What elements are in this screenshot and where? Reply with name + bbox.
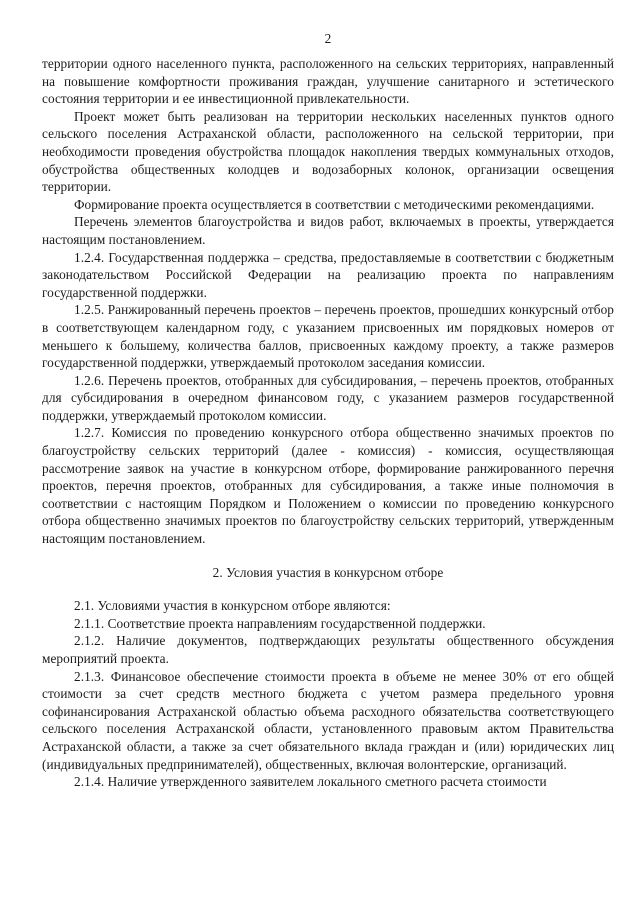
paragraph: 1.2.7. Комиссия по проведению конкурсного отбора общественно значимых проектов по благоустройству сельских территорий (далее - комиссия) - комиссия, осуществляющая рассмотрение заявок на участие в конкурсном отборе, формирование ранжированного перечня проектов, перечня проектов, отобранных для субсидирования, а также иные полномочия в соответствии с настоящим Порядком и Положением о комиссии по проведению конкурсного отбора общественно значимых проектов по благоустройству сельских территорий, утвержденным настоящим постановлением. bbox=[42, 425, 614, 547]
paragraph: 2.1.3. Финансовое обеспечение стоимости проекта в объеме не менее 30% от его общей стоимости за счет средств местного бюджета с учетом размера предельного уровня софинансирования Астраханской областью объема расходного обязательства соответствующего сельского поселения Астраханской области, установленного правовым актом Правительства Астраханской области, а также за счет обязательного вклада граждан и (или) юридических лиц (индивидуальных предпринимателей), общественных, включая волонтерские, организаций. bbox=[42, 668, 614, 772]
paragraph: 1.2.5. Ранжированный перечень проектов – перечень проектов, прошедших конкурсный отбор в соответствующем календарном году, с указанием присвоенных им порядковых номеров от меньшего к большему, количества баллов, присвоенных каждому проекту, а также размеров государственной поддержки, утверждаемый протоколом заседания комиссии. bbox=[42, 302, 614, 371]
paragraph: Перечень элементов благоустройства и видов работ, включаемых в проекты, утверждается настоящим постановлением. bbox=[42, 214, 614, 247]
paragraph: Проект может быть реализован на территории нескольких населенных пунктов одного сельского поселения Астраханской области, расположенного на сельской территории, при необходимости проведения обустройства площадок накопления твердых коммунальных отходов, обустройства общественных колодцев и водозаборных колонок, организации освещения территории. bbox=[42, 108, 614, 195]
paragraph: 2.1.4. Наличие утвержденного заявителем локального сметного расчета стоимости bbox=[74, 774, 547, 790]
page-number: 2 bbox=[324, 31, 332, 46]
document-page bbox=[42, 30, 614, 791]
section-heading: 2. Условия участия в конкурсном отборе bbox=[212, 564, 444, 580]
paragraph: Формирование проекта осуществляется в соответствии с методическими рекомендациями. bbox=[74, 196, 595, 212]
paragraph: территории одного населенного пункта, расположенного на сельских территориях, направленный на повышение комфортности проживания граждан, улучшение санитарного и эстетического состояния территории и ее инвестиционной привлекательности. bbox=[42, 56, 614, 107]
paragraph: 2.1.2. Наличие документов, подтверждающих результаты общественного обсуждения мероприятий проекта. bbox=[42, 633, 614, 666]
paragraph: 2.1.1. Соответствие проекта направлениям государственной поддержки. bbox=[74, 615, 486, 631]
paragraphs-bottom bbox=[42, 597, 614, 791]
paragraphs-top bbox=[42, 55, 614, 548]
paragraph: 2.1. Условиями участия в конкурсном отборе являются: bbox=[74, 598, 391, 614]
paragraph: 1.2.6. Перечень проектов, отобранных для субсидирования, – перечень проектов, отобранных для субсидирования в очередном финансовом году, с указанием размеров государственной поддержки, утверждаемый протоколом комиссии. bbox=[42, 372, 614, 423]
paragraph: 1.2.4. Государственная поддержка – средства, предоставляемые в соответствии с бюджетным законодательством Российской Федерации на реализацию проекта по направлениям государственной поддержки. bbox=[42, 249, 614, 300]
